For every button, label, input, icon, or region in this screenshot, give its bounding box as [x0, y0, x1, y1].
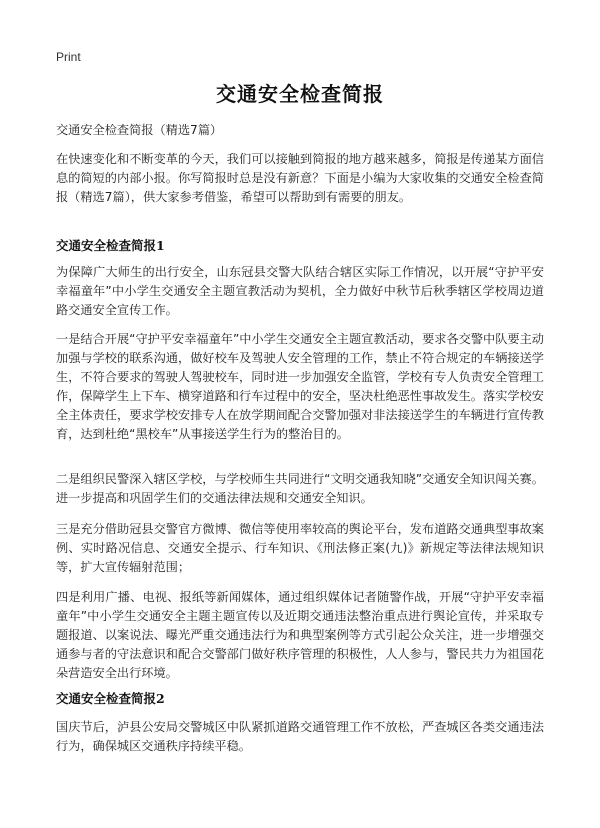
section-heading-1: 交通安全检查简报1 — [56, 238, 165, 253]
intro-paragraph: 在快速变化和不断变革的今天，我们可以接触到简报的地方越来越多，简报是传递某方面信息的简短的内部小报。你写简报时总是没有新意？下面是小编为大家收集的交通安全检查简报（精选7篇），供大家参考借鉴，希望可以帮助到有需要的朋友。 — [56, 152, 544, 204]
section1-paragraph-1: 为保障广大师生的出行安全，山东冠县交警大队结合辖区实际工作情况，以开展“守护平安幸福童年”中小学生交通安全主题宣教活动为契机，全力做好中秋节后秋季辖区学校周边道路交通安全宣传工作。 — [56, 265, 544, 317]
page-title: 交通安全检查简报 — [216, 82, 384, 106]
print-label[interactable]: Print — [56, 50, 81, 64]
section2-paragraph-1: 国庆节后，泸县公安局交警城区中队紧抓道路交通管理工作不放松，严查城区各类交通违法行为，确保城区交通秩序持续平稳。 — [56, 720, 544, 753]
section1-paragraph-2: 一是结合开展“守护平安幸福童年”中小学生交通安全主题宣教活动，要求各交警中队要主动加强与学校的联系沟通，做好校车及驾驶人安全管理的工作，禁止不符合规定的车辆接送学生，不符合要求的驾驶人驾驶校车，同时进一步加强安全监管，学校有专人负责安全管理工作，保障学生上下车、横穿道路和行车过程中的安全，坚决杜绝恶性事故发生。落实学校安全主体责任，要求学校安排专人在放学期间配合交警加强对非法接送学生的车辆进行宣传教育，达到杜绝“黑校车”从事接送学生行为的整治目的。 — [56, 332, 544, 441]
section1-paragraph-3: 二是组织民警深入辖区学校，与学校师生共同进行“文明交通我知晓”交通安全知识闯关赛。进一步提高和巩固学生们的交通法律法规和交通安全知识。 — [56, 472, 544, 505]
subtitle: 交通安全检查简报（精选7篇） — [56, 123, 223, 137]
section1-paragraph-5: 四是利用广播、电视、报纸等新闻媒体，通过组织媒体记者随警作战，开展“守护平安幸福童年”中小学生交通安全主题主题宣传以及近期交通违法整治重点进行舆论宣传，并采取专题报道、以案说法、曝光严重交通违法行为和典型案例等方式引起公众关注，进一步增强交通参与者的守法意识和配合交警部门做好秩序管理的积极性，人人参与，警民共力为祖国花朵营造安全出行环境。 — [56, 590, 544, 680]
section-heading-2: 交通安全检查简报2 — [56, 691, 165, 706]
section1-paragraph-4: 三是充分借助冠县交警官方微博、微信等使用率较高的舆论平台，发布道路交通典型事故案例、实时路况信息、交通安全提示、行车知识、《刑法修正案(九)》新规定等法律法规知识等，扩大宣传辐射范围； — [56, 522, 544, 574]
